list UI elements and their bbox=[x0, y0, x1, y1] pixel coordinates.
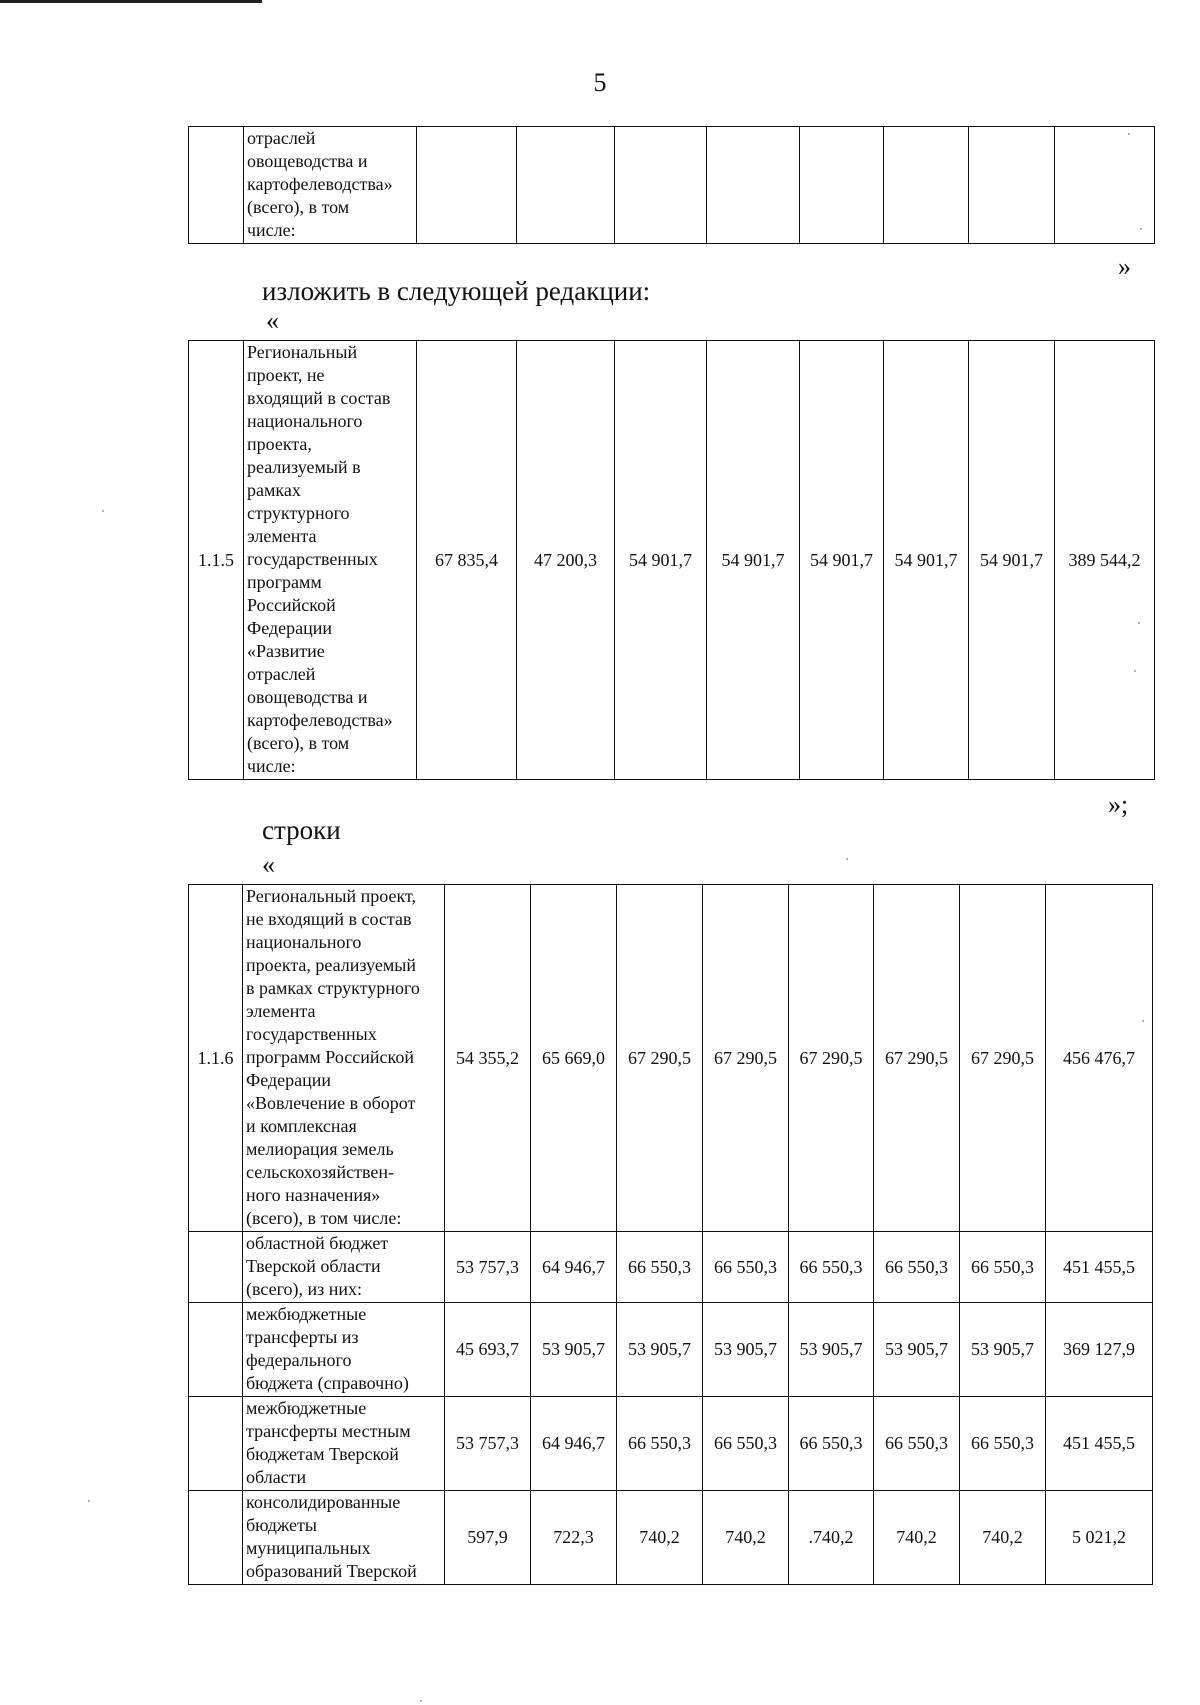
table-row bbox=[189, 341, 1155, 780]
description-line: рамках bbox=[247, 480, 301, 500]
description-line: Федерации bbox=[246, 1070, 332, 1090]
value-cell: 66 550,3 bbox=[789, 1232, 874, 1303]
value-cell: 67 290,5 bbox=[960, 885, 1046, 1232]
scan-speck bbox=[1138, 622, 1140, 624]
scan-speck bbox=[1142, 1020, 1144, 1022]
value-cell: 54 901,7 bbox=[800, 341, 884, 780]
instruction-rows-text: строки bbox=[262, 815, 341, 845]
value-cell: 67 290,5 bbox=[789, 885, 874, 1232]
value-cell: 53 905,7 bbox=[960, 1303, 1046, 1397]
value-cell: 66 550,3 bbox=[703, 1397, 789, 1491]
page-number: 5 bbox=[593, 68, 607, 97]
value-cell: .740,2 bbox=[789, 1491, 874, 1585]
description-line: элемента bbox=[247, 526, 317, 546]
value-cell: 456 476,7 bbox=[1046, 885, 1153, 1232]
row-description bbox=[243, 1232, 445, 1303]
description-line: национального bbox=[246, 932, 362, 952]
value-cell: 54 901,7 bbox=[884, 341, 969, 780]
value-cell bbox=[800, 127, 884, 244]
value-cell: 66 550,3 bbox=[874, 1397, 960, 1491]
value-cell: 64 946,7 bbox=[531, 1397, 617, 1491]
scan-edge-line bbox=[0, 0, 262, 3]
description-line: реализуемый в bbox=[247, 457, 361, 477]
value-cell: 64 946,7 bbox=[531, 1232, 617, 1303]
description-line: (всего), в том числе: bbox=[246, 1208, 402, 1228]
row-description bbox=[243, 1397, 445, 1491]
description-line: «Развитие bbox=[247, 641, 325, 661]
value-cell: 740,2 bbox=[703, 1491, 789, 1585]
description-line: в рамках структурного bbox=[246, 978, 420, 998]
description-line: программ Российской bbox=[246, 1047, 414, 1067]
description-line: программ bbox=[247, 572, 322, 592]
value-cell bbox=[615, 127, 707, 244]
description-line: национального bbox=[247, 411, 363, 431]
closing-quote: » bbox=[1118, 252, 1131, 281]
description-line: проект, не bbox=[247, 365, 325, 385]
value-cell: 53 905,7 bbox=[531, 1303, 617, 1397]
closing-quote-semicolon: »; bbox=[1108, 790, 1129, 819]
value-cell: 54 901,7 bbox=[969, 341, 1055, 780]
description-line: «Вовлечение в оборот bbox=[246, 1093, 416, 1113]
description-line: государственных bbox=[246, 1024, 377, 1044]
budget-table-rows bbox=[188, 884, 1153, 1585]
row-description bbox=[244, 127, 417, 244]
value-cell: 451 455,5 bbox=[1046, 1232, 1153, 1303]
value-cell: 66 550,3 bbox=[789, 1397, 874, 1491]
scan-speck bbox=[846, 858, 848, 860]
value-cell: 5 021,2 bbox=[1046, 1491, 1153, 1585]
description-line: трансферты местным bbox=[246, 1421, 411, 1441]
description-line: образований Тверской bbox=[246, 1561, 417, 1581]
value-cell bbox=[969, 127, 1055, 244]
description-line: числе: bbox=[247, 756, 296, 776]
value-cell: 54 901,7 bbox=[707, 341, 800, 780]
value-cell: 53 905,7 bbox=[617, 1303, 703, 1397]
value-cell: 65 669,0 bbox=[531, 885, 617, 1232]
value-cell bbox=[884, 127, 969, 244]
value-cell: 740,2 bbox=[874, 1491, 960, 1585]
value-cell: 53 905,7 bbox=[703, 1303, 789, 1397]
scan-speck bbox=[102, 510, 104, 512]
row-number bbox=[189, 1303, 243, 1397]
scan-speck bbox=[1140, 228, 1142, 230]
description-line: и комплексная bbox=[246, 1116, 357, 1136]
value-cell: 369 127,9 bbox=[1046, 1303, 1153, 1397]
budget-table-new-edition bbox=[188, 340, 1155, 780]
description-line: (всего), в том bbox=[247, 197, 350, 217]
description-line: отраслей bbox=[247, 128, 316, 148]
value-cell: 53 905,7 bbox=[874, 1303, 960, 1397]
value-cell: 45 693,7 bbox=[445, 1303, 531, 1397]
description-line: Тверской области bbox=[246, 1256, 381, 1276]
value-cell bbox=[417, 127, 517, 244]
description-line: картофелеводства» bbox=[247, 710, 393, 730]
description-line: области bbox=[246, 1467, 307, 1487]
value-cell: 67 290,5 bbox=[703, 885, 789, 1232]
value-cell: 740,2 bbox=[960, 1491, 1046, 1585]
description-line: ного назначения» bbox=[246, 1185, 381, 1205]
value-cell: 722,3 bbox=[531, 1491, 617, 1585]
description-line: Российской bbox=[247, 595, 336, 615]
description-line: картофелеводства» bbox=[247, 174, 393, 194]
scan-speck bbox=[1134, 670, 1136, 672]
value-cell: 67 290,5 bbox=[874, 885, 960, 1232]
description-line: сельскохозяйствен- bbox=[246, 1162, 394, 1182]
description-line: межбюджетные bbox=[246, 1304, 367, 1324]
value-cell: 66 550,3 bbox=[703, 1232, 789, 1303]
table-row bbox=[189, 885, 1153, 1232]
row-number bbox=[189, 127, 244, 244]
value-cell: 53 757,3 bbox=[445, 1397, 531, 1491]
table-row bbox=[189, 1397, 1153, 1491]
description-line: муниципальных bbox=[246, 1538, 371, 1558]
description-line: межбюджетные bbox=[246, 1398, 367, 1418]
value-cell bbox=[1055, 127, 1155, 244]
description-line: элемента bbox=[246, 1001, 316, 1021]
row-number: 1.1.5 bbox=[189, 341, 244, 780]
table-row bbox=[189, 1232, 1153, 1303]
row-number: 1.1.6 bbox=[189, 885, 243, 1232]
scan-speck bbox=[88, 1500, 90, 1502]
value-cell: 54 901,7 bbox=[615, 341, 707, 780]
table-row bbox=[189, 1303, 1153, 1397]
value-cell: 389 544,2 bbox=[1055, 341, 1155, 780]
value-cell: 66 550,3 bbox=[617, 1397, 703, 1491]
row-description bbox=[243, 885, 445, 1232]
row-description bbox=[243, 1303, 445, 1397]
scan-speck bbox=[1128, 133, 1130, 135]
description-line: мелиорация земель bbox=[246, 1139, 394, 1159]
value-cell: 53 757,3 bbox=[445, 1232, 531, 1303]
description-line: областной бюджет bbox=[246, 1233, 389, 1253]
description-line: федерального bbox=[246, 1350, 352, 1370]
description-line: овощеводства и bbox=[247, 151, 368, 171]
value-cell: 67 835,4 bbox=[417, 341, 517, 780]
value-cell: 66 550,3 bbox=[960, 1232, 1046, 1303]
value-cell bbox=[707, 127, 800, 244]
row-number bbox=[189, 1397, 243, 1491]
description-line: входящий в состав bbox=[247, 388, 391, 408]
value-cell: 451 455,5 bbox=[1046, 1397, 1153, 1491]
table-row bbox=[189, 127, 1155, 244]
description-line: числе: bbox=[247, 220, 296, 240]
description-line: бюджета (справочно) bbox=[246, 1373, 409, 1393]
description-line: государственных bbox=[247, 549, 378, 569]
value-cell: 47 200,3 bbox=[517, 341, 615, 780]
row-number bbox=[189, 1232, 243, 1303]
description-line: консолидированные bbox=[246, 1492, 401, 1512]
description-line: структурного bbox=[247, 503, 350, 523]
value-cell: 597,9 bbox=[445, 1491, 531, 1585]
description-line: бюджетам Тверской bbox=[246, 1444, 399, 1464]
description-line: не входящий в состав bbox=[246, 909, 412, 929]
description-line: отраслей bbox=[247, 664, 316, 684]
description-line: Региональный bbox=[247, 342, 358, 362]
description-line: Федерации bbox=[247, 618, 333, 638]
value-cell: 53 905,7 bbox=[789, 1303, 874, 1397]
value-cell: 66 550,3 bbox=[960, 1397, 1046, 1491]
row-description bbox=[244, 341, 417, 780]
description-line: проекта, bbox=[247, 434, 312, 454]
description-line: (всего), в том bbox=[247, 733, 350, 753]
opening-quote-2: « bbox=[262, 850, 275, 879]
value-cell: 67 290,5 bbox=[617, 885, 703, 1232]
opening-quote: « bbox=[266, 306, 279, 335]
scan-speck bbox=[420, 1700, 422, 1702]
row-number bbox=[189, 1491, 243, 1585]
budget-table-original bbox=[188, 126, 1155, 244]
value-cell bbox=[517, 127, 615, 244]
value-cell: 66 550,3 bbox=[617, 1232, 703, 1303]
table-row bbox=[189, 1491, 1153, 1585]
instruction-text: изложить в следующей редакции: bbox=[262, 276, 651, 306]
description-line: (всего), из них: bbox=[246, 1279, 363, 1299]
row-description bbox=[243, 1491, 445, 1585]
description-line: бюджеты bbox=[246, 1515, 317, 1535]
description-line: трансферты из bbox=[246, 1327, 359, 1347]
description-line: проекта, реализуемый bbox=[246, 955, 416, 975]
value-cell: 54 355,2 bbox=[445, 885, 531, 1232]
value-cell: 740,2 bbox=[617, 1491, 703, 1585]
value-cell: 66 550,3 bbox=[874, 1232, 960, 1303]
description-line: овощеводства и bbox=[247, 687, 368, 707]
description-line: Региональный проект, bbox=[246, 886, 416, 906]
